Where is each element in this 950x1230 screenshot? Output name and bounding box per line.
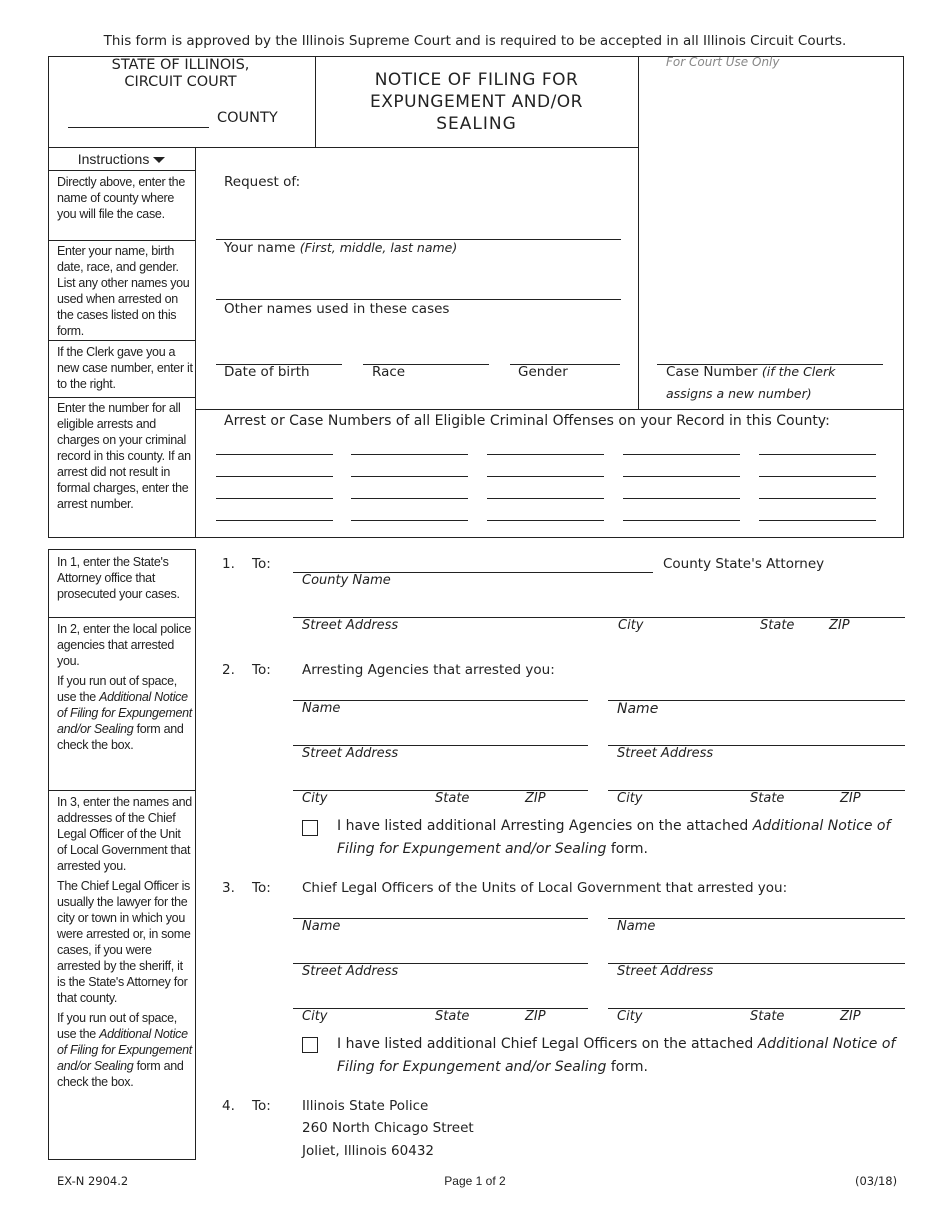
- form-title-3: SEALING: [436, 114, 517, 134]
- instruction-section-1: In 1, enter the State's Attorney office that prosecuted your cases.: [57, 555, 180, 601]
- section-3-to: To:: [252, 880, 271, 896]
- dob-label: Date of birth: [224, 364, 310, 380]
- instruction-section-2: In 2, enter the local police agencies that arrested you. If you run out of space, use the Additional Notice of Filing for Expungement and/or Sealing form and check the box.: [57, 622, 192, 752]
- agency-2-zip-label: ZIP: [840, 791, 861, 806]
- agency-1-state-label: State: [435, 791, 470, 806]
- agency-1-name-label: Name: [302, 701, 341, 716]
- officer-2-name-label: Name: [617, 919, 656, 934]
- instruction-name: Enter your name, birth date, race, and gender. List any other names you used when arrested on the cases listed on this form.: [57, 244, 190, 338]
- page-number: Page 1 of 2: [444, 1174, 506, 1188]
- court-use-label: For Court Use Only: [666, 55, 780, 69]
- form-title-2: EXPUNGEMENT AND/OR: [370, 92, 583, 112]
- instructions-label: Instructions: [77, 151, 150, 167]
- case-number-label: Case Number (if the Clerk: [666, 364, 836, 380]
- section-2-to: To:: [252, 662, 271, 678]
- section-4-number: 4.: [222, 1098, 235, 1114]
- state-label: STATE OF ILLINOIS,: [111, 57, 250, 73]
- officer-2-city-label: City: [617, 1009, 643, 1024]
- your-name-label: Your name (First, middle, last name): [224, 240, 458, 256]
- instructions-toggle[interactable]: [48, 151, 195, 167]
- section-1-zip-label: ZIP: [829, 618, 850, 633]
- form-title-1: NOTICE OF FILING FOR: [374, 70, 579, 90]
- additional-officers-checkbox[interactable]: [302, 1037, 318, 1053]
- instruction-case-number: If the Clerk gave you a new case number, enter it to the right.: [57, 345, 193, 391]
- agency-1-street-label: Street Address: [302, 746, 399, 761]
- section-2-number: 2.: [222, 662, 235, 678]
- officer-1-street-label: Street Address: [302, 964, 399, 979]
- other-names-line[interactable]: [216, 299, 621, 300]
- officer-1-state-label: State: [435, 1009, 470, 1024]
- isp-street: 260 North Chicago Street: [302, 1120, 474, 1136]
- case-number-hint: assigns a new number): [666, 386, 812, 401]
- instruction-arrests: Enter the number for all eligible arrests and charges on your criminal record in this county. If an arrest did not result in formal charges, enter the arrest number.: [57, 401, 191, 511]
- officer-1-name-label: Name: [302, 919, 341, 934]
- section-1-number: 1.: [222, 556, 235, 572]
- officer-2-street-label: Street Address: [617, 964, 714, 979]
- additional-officers-text-1: I have listed additional Chief Legal Officers on the attached Additional Notice of: [337, 1036, 896, 1052]
- isp-name: Illinois State Police: [302, 1098, 429, 1114]
- race-label: Race: [372, 364, 406, 380]
- county-name-label: County Name: [302, 573, 391, 588]
- additional-agencies-text-2: Filing for Expungement and/or Sealing form.: [337, 841, 648, 857]
- circuit-court-label: CIRCUIT COURT: [124, 74, 237, 90]
- other-names-label: Other names used in these cases: [224, 301, 450, 317]
- agency-2-state-label: State: [750, 791, 785, 806]
- form-id: EX-N 2904.2: [57, 1174, 129, 1188]
- states-attorney-label: County State's Attorney: [663, 556, 825, 572]
- agency-2-name-label: Name: [617, 701, 659, 717]
- county-input-line[interactable]: [68, 127, 209, 128]
- additional-agencies-text-1: I have listed additional Arresting Agencies on the attached Additional Notice of: [337, 818, 891, 834]
- agency-2-city-label: City: [617, 791, 643, 806]
- county-label: COUNTY: [217, 110, 278, 126]
- agency-1-zip-label: ZIP: [525, 791, 546, 806]
- section-4-to: To:: [252, 1098, 271, 1114]
- section-1-street-label: Street Address: [302, 618, 399, 633]
- officer-1-city-label: City: [302, 1009, 328, 1024]
- approval-notice: This form is approved by the Illinois Supreme Court and is required to be accepted in all Illinois Circuit Courts.: [103, 33, 847, 49]
- agency-2-street-label: Street Address: [617, 746, 714, 761]
- instruction-section-3: In 3, enter the names and addresses of the Chief Legal Officer of the Unit of Local Government that arrested you. The Chief Legal Officer is usually the lawyer for the city or town in which you were arrested or, in some cases, if you were arrested by the sheriff, it is the State's Attorney for that county. If you run out of space, use the Additional Notice of Filing for Expungement and/or Sealing form and check the box.: [57, 795, 192, 1089]
- dropdown-arrow-icon: [153, 157, 165, 163]
- arrest-numbers-header: Arrest or Case Numbers of all Eligible Criminal Offenses on your Record in this County:: [224, 413, 830, 429]
- agency-1-city-label: City: [302, 791, 328, 806]
- section-3-number: 3.: [222, 880, 235, 896]
- officer-2-state-label: State: [750, 1009, 785, 1024]
- gender-label: Gender: [518, 364, 568, 380]
- request-of-label: Request of:: [224, 174, 301, 190]
- section-1-city-label: City: [618, 618, 644, 633]
- officer-1-zip-label: ZIP: [525, 1009, 546, 1024]
- section-2-description: Arresting Agencies that arrested you:: [302, 662, 555, 678]
- form-date: (03/18): [855, 1174, 898, 1188]
- additional-agencies-checkbox[interactable]: [302, 820, 318, 836]
- officer-2-zip-label: ZIP: [840, 1009, 861, 1024]
- additional-officers-text-2: Filing for Expungement and/or Sealing form.: [337, 1059, 648, 1075]
- section-1-to: To:: [252, 556, 271, 572]
- isp-city: Joliet, Illinois 60432: [302, 1143, 434, 1159]
- section-3-description: Chief Legal Officers of the Units of Local Government that arrested you:: [302, 880, 788, 896]
- instruction-county: Directly above, enter the name of county where you will file the case.: [57, 175, 185, 221]
- section-1-state-label: State: [760, 618, 795, 633]
